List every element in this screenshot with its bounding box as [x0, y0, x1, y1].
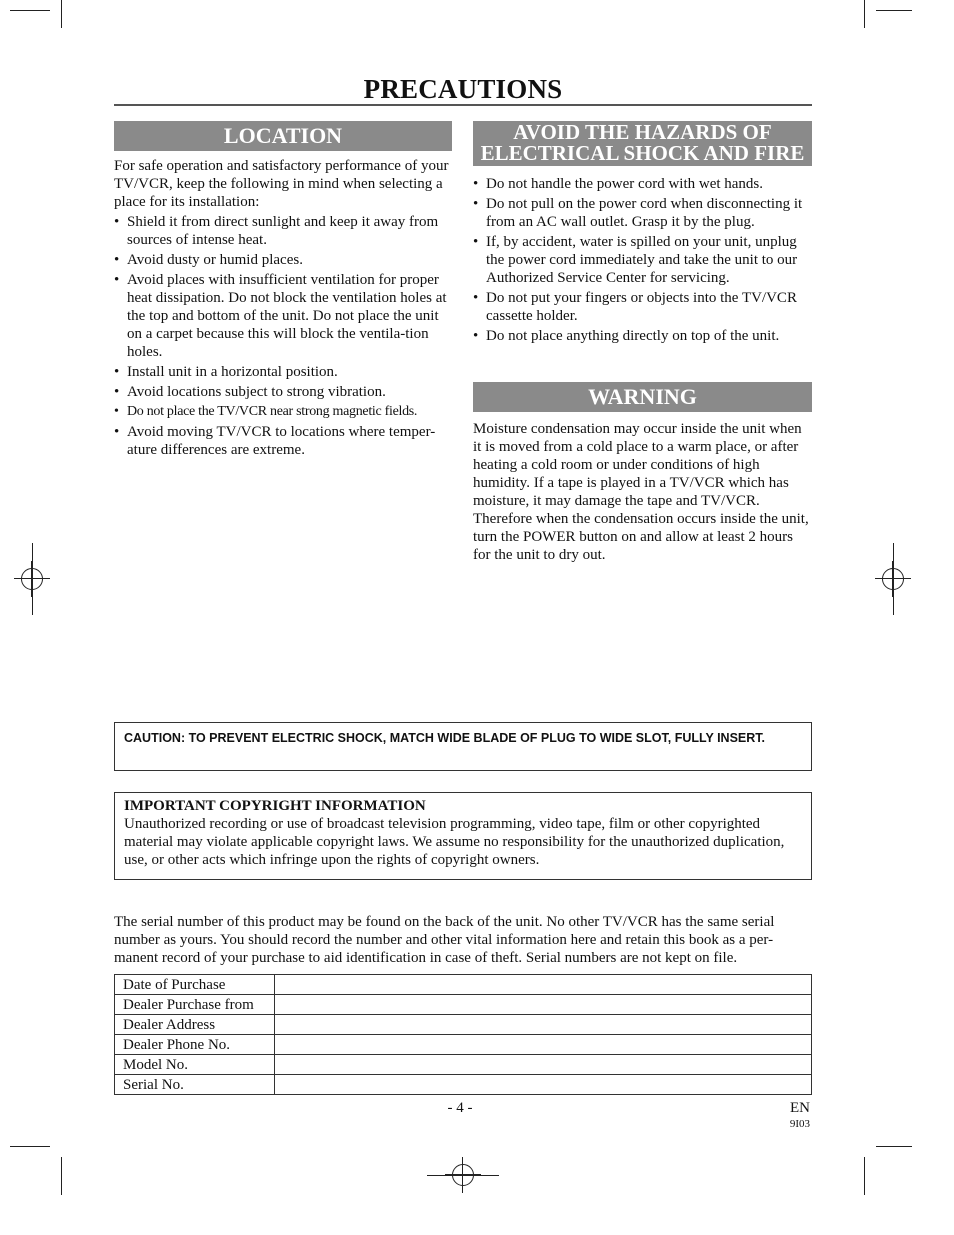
record-value — [275, 1035, 812, 1055]
list-item: • Do not pull on the power cord when disconnecting it from an AC wall outlet. Grasp it by the plug. — [473, 195, 812, 231]
record-label: Date of Purchase — [115, 975, 275, 995]
record-label: Dealer Phone No. — [115, 1035, 275, 1055]
list-item: • Avoid dusty or humid places. — [114, 251, 452, 269]
table-row — [115, 975, 812, 995]
list-item: • Avoid places with insufficient ventilation for proper heat dissipation. Do not block the ventilation holes at the top and bottom of the unit. Do not place the unit on a carpet because this will block the ventila-tion holes. — [114, 271, 452, 361]
record-value — [275, 995, 812, 1015]
location-intro: For safe operation and satisfactory performance of your TV/VCR, keep the following in mind when selecting a place for its installation: — [114, 158, 449, 210]
list-item: • Do not place the TV/VCR near strong magnetic fields. — [114, 403, 452, 421]
list-item: • Shield it from direct sunlight and keep it away from sources of intense heat. — [114, 213, 452, 249]
record-label: Dealer Purchase from — [115, 995, 275, 1015]
hazards-heading — [473, 121, 812, 166]
purchase-record-table — [114, 974, 812, 1095]
copyright-heading: IMPORTANT COPYRIGHT INFORMATION — [124, 798, 426, 814]
crop-mark — [427, 1175, 499, 1176]
hazards-heading-line2: ELECTRICAL SHOCK AND FIRE — [480, 141, 805, 165]
crop-mark — [32, 543, 33, 615]
list-item: • If, by accident, water is spilled on your unit, unplug the power cord immediately and take the unit to our Authorized Service Center for servicing. — [473, 233, 812, 287]
serial-text: The serial number of this product may be found on the back of the unit. No other TV/VCR has the same serial number as yours. You should record the number and other vital information here and retain this book as a per-manent record of your purchase to aid identification in case of theft. Serial numbers are not kept on file. — [114, 914, 775, 966]
crop-mark — [10, 1146, 50, 1147]
copyright-text: Unauthorized recording or use of broadcast television programming, video tape, film or other copyrighted material may violate applicable copyright laws. We assume no responsibility for the unauthorized duplication, use, or other acts which infringe upon the rights of copyright owners. — [124, 816, 785, 868]
hazards-section — [473, 175, 812, 347]
table-row — [115, 1015, 812, 1035]
list-item: • Avoid locations subject to strong vibration. — [114, 383, 452, 401]
caution-box — [114, 722, 812, 771]
record-label: Dealer Address — [115, 1015, 275, 1035]
location-heading: LOCATION — [114, 121, 452, 151]
crop-mark — [864, 1157, 865, 1195]
crop-mark — [61, 1157, 62, 1195]
record-label: Model No. — [115, 1055, 275, 1075]
list-item: • Install unit in a horizontal position. — [114, 363, 452, 381]
table-row — [115, 1055, 812, 1075]
warning-heading: WARNING — [473, 382, 812, 412]
hazards-heading-line1: AVOID THE HAZARDS OF — [513, 120, 772, 144]
list-item: • Do not put your fingers or objects into the TV/VCR cassette holder. — [473, 289, 812, 325]
record-value — [275, 1075, 812, 1095]
hazards-list — [473, 175, 812, 345]
record-value — [275, 1015, 812, 1035]
list-item: • Do not place anything directly on top of the unit. — [473, 327, 812, 345]
list-item: • Avoid moving TV/VCR to locations where temper-ature differences are extreme. — [114, 423, 452, 459]
list-item: • Do not handle the power cord with wet hands. — [473, 175, 812, 193]
copyright-box — [114, 792, 812, 880]
location-list — [114, 213, 452, 459]
crop-mark — [876, 10, 912, 11]
location-section — [114, 157, 452, 461]
table-row — [115, 1035, 812, 1055]
crop-mark — [876, 1146, 912, 1147]
warning-text: Moisture condensation may occur inside the unit when it is moved from a cold place to a warm place, or after heating a cold room or under conditions of high humidity. If a tape is played in a TV/VCR which has moisture, it may damage the tape and TV/VCR. Therefore when the condensation occurs inside the unit, turn the POWER button on and allow at least 2 hours for the unit to dry out. — [473, 421, 809, 563]
title-rule — [114, 104, 812, 106]
record-value — [275, 975, 812, 995]
crop-mark — [893, 543, 894, 615]
caution-text: CAUTION: TO PREVENT ELECTRIC SHOCK, MATCH WIDE BLADE OF PLUG TO WIDE SLOT, FULLY INSERT. — [124, 731, 765, 745]
record-value — [275, 1055, 812, 1075]
table-row — [115, 1075, 812, 1095]
page-title: PRECAUTIONS — [363, 74, 563, 104]
table-row — [115, 995, 812, 1015]
document-code: 9I03 — [789, 1118, 810, 1130]
record-label: Serial No. — [115, 1075, 275, 1095]
page-number: - 4 - — [447, 1100, 473, 1116]
crop-mark — [864, 0, 865, 28]
crop-mark — [61, 0, 62, 28]
crop-mark — [10, 10, 50, 11]
language-code: EN — [790, 1100, 810, 1116]
